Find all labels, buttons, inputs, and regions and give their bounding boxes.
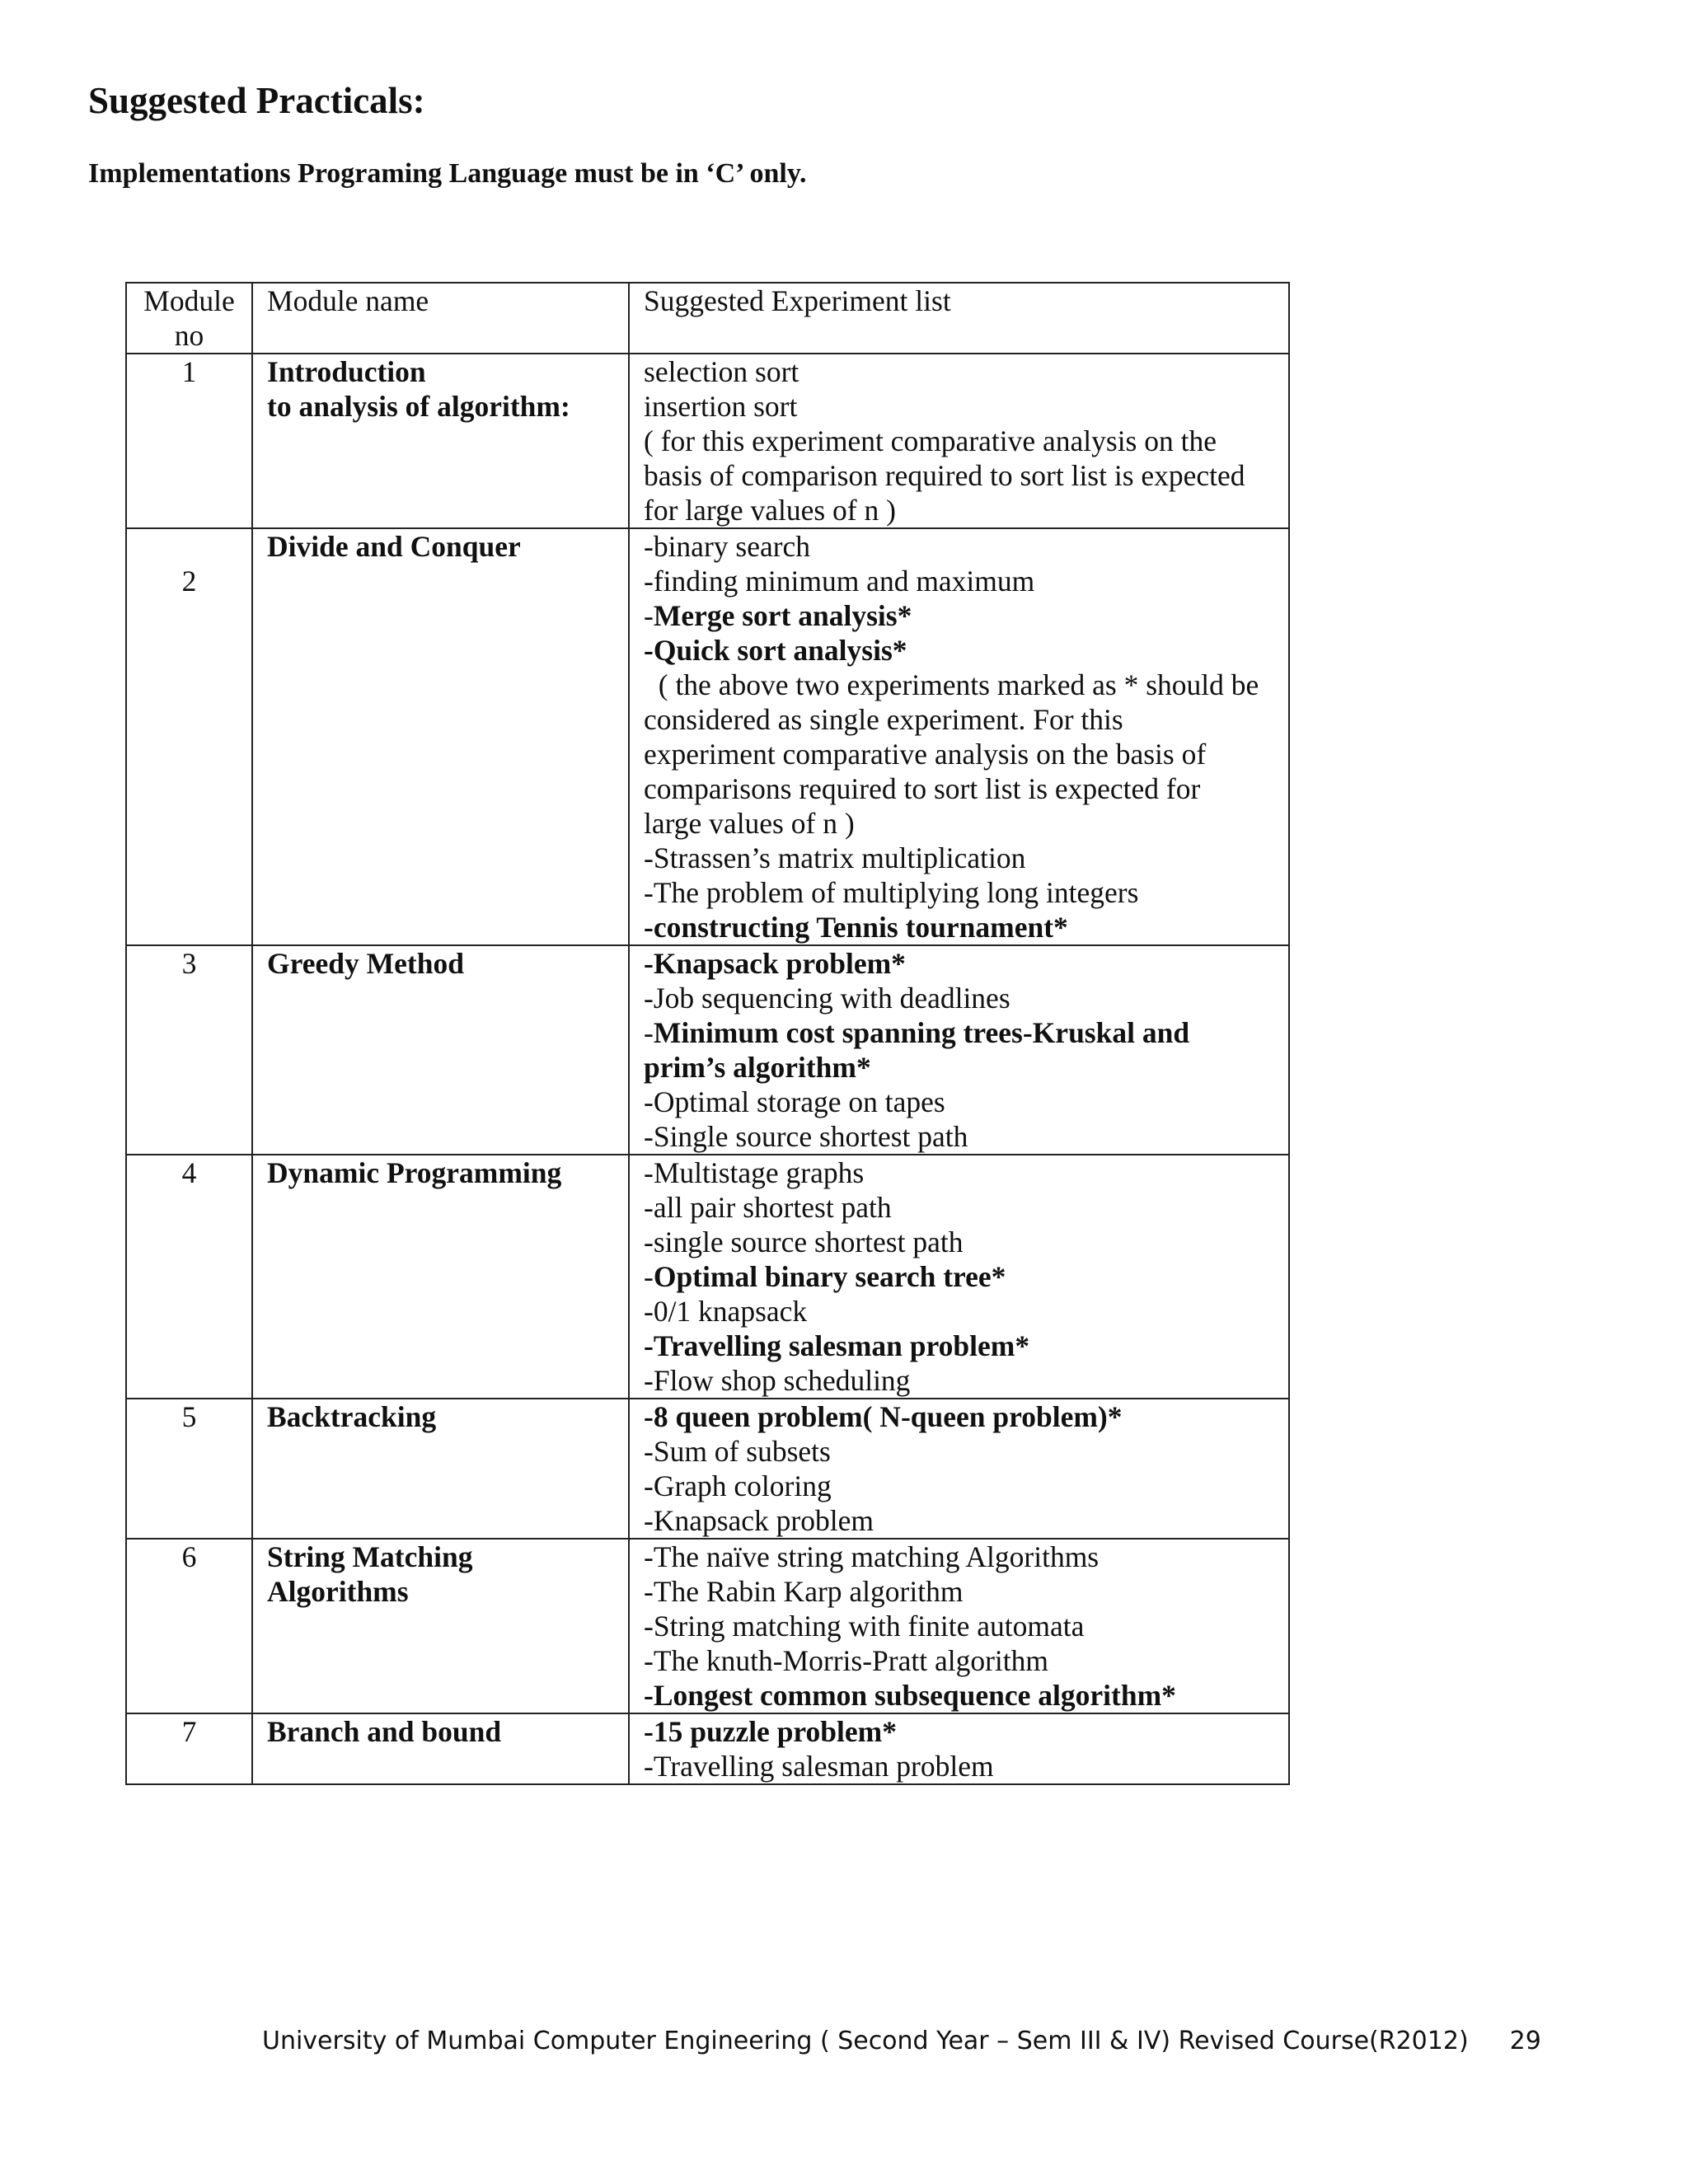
experiment-item: -all pair shortest path <box>644 1191 892 1224</box>
experiment-list <box>629 945 1289 1155</box>
header-module-no: Module no <box>126 283 252 354</box>
page-number: 29 <box>1509 2027 1541 2055</box>
page-title: Suggested Practicals: <box>88 80 425 121</box>
module-number: 3 <box>126 945 252 1155</box>
experiment-item: -Optimal storage on tapes <box>644 1085 945 1118</box>
experiment-item: -binary search <box>644 530 811 563</box>
table-row <box>126 945 1289 1155</box>
module-number: 6 <box>126 1539 252 1713</box>
module-name <box>252 354 629 528</box>
header-module-name: Module name <box>252 283 629 354</box>
page-subtitle: Implementations Programing Language must be in ‘C’ only. <box>88 158 807 189</box>
experiment-item-text: Optimal binary search tree* <box>653 1260 1006 1293</box>
experiment-list <box>629 1399 1289 1539</box>
experiment-item <box>644 1015 1282 1050</box>
module-name <box>252 1539 629 1713</box>
module-name-line: Branch and bound <box>267 1715 502 1748</box>
experiment-item-text: Minimum cost spanning trees-Kruskal and <box>653 1016 1190 1049</box>
experiment-item: -Sum of subsets <box>644 1435 831 1468</box>
table-row <box>126 1713 1289 1784</box>
experiment-item-prefix: - <box>644 1016 654 1049</box>
experiment-item: -constructing Tennis tournament* <box>644 911 1068 944</box>
experiment-item: ( for this experiment comparative analysis on the <box>644 424 1217 457</box>
experiment-list <box>629 528 1289 945</box>
experiment-item: -Single source shortest path <box>644 1120 968 1153</box>
module-number: 5 <box>126 1399 252 1539</box>
experiment-item: -Knapsack problem* <box>644 947 906 980</box>
experiment-item: -Quick sort analysis* <box>644 634 907 667</box>
footer-text: University of Mumbai Computer Engineering ( Second Year – Sem III & IV) Revised Course(R2012) <box>262 2027 1469 2055</box>
header-experiments: Suggested Experiment list <box>629 283 1289 354</box>
experiment-item: -String matching with finite automata <box>644 1610 1085 1643</box>
practicals-table <box>125 282 1290 1785</box>
module-name-line: Backtracking <box>267 1400 437 1433</box>
table-row <box>126 1539 1289 1713</box>
table-row <box>126 354 1289 528</box>
table-row <box>126 1155 1289 1399</box>
experiment-item-text: Merge sort analysis* <box>653 599 912 632</box>
experiment-list <box>629 1713 1289 1784</box>
table-header-row <box>126 283 1289 354</box>
module-number: 2 <box>126 528 252 945</box>
experiment-item-prefix: - <box>644 1260 654 1293</box>
module-name-line: Greedy Method <box>267 947 464 980</box>
experiment-item: -Graph coloring <box>644 1469 832 1502</box>
module-name-line: String Matching <box>267 1540 473 1573</box>
module-number: 7 <box>126 1713 252 1784</box>
experiment-item <box>644 598 1282 633</box>
experiment-item: -finding minimum and maximum <box>644 565 1035 598</box>
experiment-item: -single source shortest path <box>644 1226 964 1258</box>
table-row <box>126 1399 1289 1539</box>
experiment-item: experiment comparative analysis on the basis of <box>644 738 1207 771</box>
module-name-line: Divide and Conquer <box>267 530 521 563</box>
page-footer <box>262 2027 1541 2055</box>
experiment-item: -Multistage graphs <box>644 1156 865 1189</box>
experiment-list <box>629 1539 1289 1713</box>
experiment-item: -The naïve string matching Algorithms <box>644 1540 1100 1573</box>
experiment-item: insertion sort <box>644 390 798 423</box>
module-name-line: Dynamic Programming <box>267 1156 562 1189</box>
experiment-item: -Knapsack problem <box>644 1504 874 1537</box>
experiment-list <box>629 354 1289 528</box>
module-name <box>252 945 629 1155</box>
experiment-item: -8 queen problem( N-queen problem)* <box>644 1400 1123 1433</box>
experiment-item: -Strassen’s matrix multiplication <box>644 841 1026 874</box>
experiment-item: ( the above two experiments marked as * should be <box>644 668 1259 701</box>
experiment-item: comparisons required to sort list is expected for <box>644 772 1201 805</box>
module-name-line: Introduction <box>267 355 426 388</box>
module-number: 4 <box>126 1155 252 1399</box>
experiment-item: -15 puzzle problem* <box>644 1715 897 1748</box>
table-row <box>126 528 1289 945</box>
experiment-item: -Travelling salesman problem <box>644 1750 994 1783</box>
module-name <box>252 1399 629 1539</box>
experiment-item: large values of n ) <box>644 807 855 840</box>
experiment-item: -Travelling salesman problem* <box>644 1329 1030 1362</box>
module-name <box>252 1713 629 1784</box>
experiment-item: -0/1 knapsack <box>644 1295 808 1328</box>
experiment-item <box>644 1259 1282 1294</box>
experiment-item: -The problem of multiplying long integers <box>644 876 1139 909</box>
module-number: 1 <box>126 354 252 528</box>
experiment-item-prefix: - <box>644 599 654 632</box>
module-name-line: to analysis of algorithm: <box>267 390 570 423</box>
experiment-item: for large values of n ) <box>644 494 896 527</box>
experiment-item: basis of comparison required to sort list is expected <box>644 459 1245 492</box>
experiment-item: -Job sequencing with deadlines <box>644 982 1010 1015</box>
experiment-item: -Flow shop scheduling <box>644 1364 911 1397</box>
experiment-item: selection sort <box>644 355 799 388</box>
experiment-item: -The Rabin Karp algorithm <box>644 1575 964 1608</box>
experiment-item: -Longest common subsequence algorithm* <box>644 1679 1176 1712</box>
experiment-item: -The knuth-Morris-Pratt algorithm <box>644 1644 1048 1677</box>
module-name-line: Algorithms <box>267 1575 409 1608</box>
experiment-item: considered as single experiment. For this <box>644 703 1123 736</box>
experiment-item: prim’s algorithm* <box>644 1051 871 1084</box>
module-name <box>252 1155 629 1399</box>
module-name <box>252 528 629 945</box>
experiment-list <box>629 1155 1289 1399</box>
